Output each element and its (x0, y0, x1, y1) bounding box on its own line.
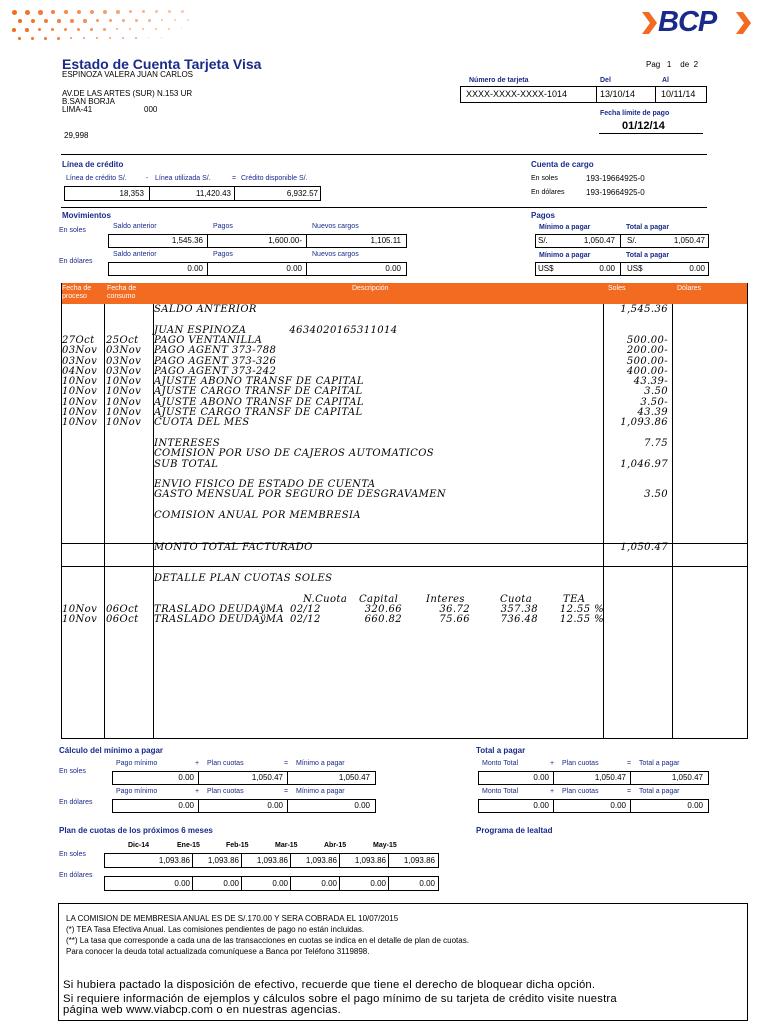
payments-soles-currency-2: S/. (627, 236, 637, 245)
table-row (62, 418, 672, 428)
plan6-soles-value: 1,093.86 (305, 856, 337, 865)
orange-dot (103, 28, 106, 31)
plan6-month-label: Ene-15 (177, 842, 200, 849)
credit-used-value: 11,420.43 (196, 189, 231, 198)
row-fecha-proceso: 10Nov (62, 417, 98, 429)
orange-dot (148, 19, 151, 22)
orange-dot (38, 28, 41, 31)
total-pay-col-label: + (550, 788, 555, 795)
plan6-month-label: Mar-15 (275, 842, 298, 849)
plan6-dolares-value: 0.00 (419, 879, 435, 888)
row-fecha-consumo: 10Nov (106, 396, 142, 408)
col-header-soles: Soles (608, 285, 626, 292)
plan-row-cuota: 357.38 (500, 604, 538, 615)
orange-dot (142, 28, 144, 30)
client-name: ESPINOZA VALERA JUAN CARLOS (62, 70, 194, 79)
client-address-code: 000 (144, 105, 158, 114)
orange-dot (168, 10, 171, 13)
row-descripcion: AJUSTE ABONO TRANSF DE CAPITAL (154, 396, 364, 408)
min-calc-col-label: = (284, 788, 289, 795)
card-number-value: XXXX-XXXX-XXXX-1014 (466, 89, 568, 99)
orange-dot (77, 10, 81, 14)
client-address-line3: LIMA-41 (62, 105, 93, 114)
row-descripcion: COMISION ANUAL POR MEMBRESIA (154, 510, 361, 521)
plan-row-cuota: 736.48 (500, 614, 538, 626)
row-soles: 500.00- (626, 355, 668, 367)
min-calc-soles-value: 1,050.47 (251, 773, 283, 782)
movements-dolares-new: 0.00 (385, 264, 401, 273)
row-fecha-proceso: 27Oct (62, 334, 95, 346)
payments-dolares-currency-2: US$ (627, 264, 643, 273)
row-soles: 3.50 (644, 386, 668, 398)
min-calc-col-label: Mínimo a pagar (296, 788, 345, 795)
total-pay-col-label: = (627, 760, 632, 767)
plan6-soles-label: En soles (59, 851, 86, 858)
plan6-soles-value: 1,093.86 (354, 856, 386, 865)
client-address-line1: AV.DE LAS ARTES (SUR) N.153 UR (62, 89, 193, 98)
total-billed-label: MONTO TOTAL FACTURADO (154, 542, 313, 553)
orange-dot (187, 19, 189, 21)
orange-dot (142, 10, 145, 13)
dot-pattern-decoration (0, 0, 190, 50)
note-cash-disposal: Si hubiera pactado la disposición de efectivo, recuerde que tiene el derecho de bloquear dicha opción. (63, 979, 596, 991)
note-website: página web www.viabcp.com o en nuestras agencias. (63, 1004, 341, 1016)
movements-new-label: Nuevos cargos (312, 223, 359, 230)
total-pay-dolares-value: 0.00 (533, 801, 549, 810)
row-fecha-proceso: 10Nov (62, 376, 98, 388)
charge-account-soles-label: En soles (531, 175, 558, 182)
row-soles: 400.00- (626, 365, 668, 377)
min-calc-col-label: + (195, 788, 200, 795)
min-calc-col-label: Mínimo a pagar (296, 760, 345, 767)
row-fecha-consumo: 03Nov (106, 345, 142, 357)
plan6-month-label: Abr-15 (324, 842, 347, 849)
orange-dot (18, 37, 21, 40)
total-pay-soles-value: 1,050.47 (671, 773, 703, 782)
credit-limit-label: Línea de crédito S/. (66, 175, 127, 182)
min-calc-soles-value: 1,050.47 (338, 773, 370, 782)
row-descripcion: PAGO AGENT 373-326 (154, 355, 277, 367)
orange-dot (155, 10, 158, 13)
row-fecha-proceso: 10Nov (62, 407, 98, 418)
min-calc-col-label: Plan cuotas (207, 760, 244, 767)
movements-soles-label: En soles (59, 227, 86, 234)
orange-dot (96, 19, 99, 22)
credit-equals-sign: = (232, 175, 237, 182)
orange-dot (181, 28, 182, 29)
orange-dot (64, 10, 68, 14)
row-soles: 7.75 (644, 437, 668, 449)
credit-available-label: Crédito disponible S/. (241, 175, 308, 182)
orange-dot (129, 10, 132, 13)
plan-header-cuota: Cuota (500, 594, 533, 605)
plan6-soles-value: 1,093.86 (256, 856, 288, 865)
table-row (62, 449, 672, 459)
min-calc-dolares-value: 0.00 (354, 801, 370, 810)
min-calc-col-label: Pago mínimo (116, 788, 158, 795)
movements-soles-payments: 1,600.00- (268, 236, 302, 245)
plan6-dolares-value: 0.00 (321, 879, 337, 888)
orange-dot (51, 10, 55, 14)
row-fecha-consumo: 03Nov (106, 355, 142, 367)
page-number: 1 (666, 60, 672, 69)
movements-payments-label: Pagos (213, 223, 233, 230)
orange-dot (155, 28, 157, 30)
client-ref-code: 29,998 (64, 131, 89, 140)
row-descripcion: AJUSTE CARGO TRANSF DE CAPITAL (154, 407, 363, 418)
movements-dolares-payments: 0.00 (286, 264, 302, 273)
row-fecha-consumo: 25Oct (106, 334, 139, 346)
movements-prev-label-2: Saldo anterior (113, 251, 157, 258)
plan6-dolares-label: En dólares (59, 872, 93, 879)
plan-row-fecha-proceso: 10Nov (62, 604, 98, 615)
payments-total-label-2: Total a pagar (626, 252, 670, 259)
row-soles: 500.00- (626, 334, 668, 346)
orange-dot (83, 19, 87, 23)
payments-min-label: Mínimo a pagar (539, 224, 591, 231)
orange-dot (44, 19, 48, 23)
total-pay-title: Total a pagar (476, 746, 526, 755)
movements-soles-new: 1,105.11 (370, 236, 401, 245)
plan-row-capital: 660.82 (364, 614, 402, 626)
total-pay-col-label: Monto Total (482, 788, 519, 795)
plan-row (62, 615, 607, 625)
row-descripcion: COMISION POR USO DE CAJEROS AUTOMATICOS (154, 448, 435, 460)
orange-dot (96, 37, 98, 39)
min-calc-soles-value: 0.00 (178, 773, 194, 782)
note-tea: (*) TEA Tasa Efectiva Anual. Las comisiones pendientes de pago no están incluidas. (66, 925, 365, 934)
plan6-dolares-value: 0.00 (223, 879, 239, 888)
row-descripcion: JUAN ESPINOZA 4634020165311014 (154, 324, 398, 336)
row-descripcion: ENVIO FISICO DE ESTADO DE CUENTA (154, 479, 376, 491)
orange-dot (12, 10, 17, 15)
orange-dot (181, 10, 184, 13)
plan6-dolares-value: 0.00 (174, 879, 190, 888)
row-fecha-consumo: 10Nov (106, 417, 142, 429)
orange-dot (77, 28, 80, 31)
movements-prev-label: Saldo anterior (113, 223, 157, 230)
movements-new-label-2: Nuevos cargos (312, 251, 359, 258)
orange-dot (168, 28, 170, 30)
orange-dot (57, 37, 60, 40)
orange-dot (116, 28, 118, 30)
to-date-value: 10/11/14 (661, 89, 696, 99)
plan6-soles-value: 1,093.86 (207, 856, 239, 865)
row-soles: 1,046.97 (620, 458, 668, 470)
col-header-descripcion: Descripción (352, 285, 389, 292)
orange-dot (135, 19, 138, 22)
note-rate: (**) La tasa que corresponde a cada una de las transacciones en cuotas se indica en el detalle de plan de cuotas. (66, 936, 469, 945)
table-row (62, 460, 672, 470)
orange-dot (83, 37, 85, 39)
movements-dolares-label: En dólares (59, 258, 93, 265)
plan-detail-title: DETALLE PLAN CUOTAS SOLES (154, 573, 333, 584)
orange-dot (90, 28, 93, 31)
plan6-month-label: Dic-14 (128, 842, 150, 849)
total-pay-col-label: Plan cuotas (562, 788, 599, 795)
plan-row-ncuota: 02/12 (290, 604, 321, 615)
row-descripcion: PAGO AGENT 373-788 (154, 345, 277, 357)
row-fecha-proceso: 03Nov (62, 345, 98, 357)
row-soles: 200.00- (626, 345, 668, 357)
plan-row-tea: 12.55 % (559, 614, 604, 626)
plan6-soles-value: 1,093.86 (403, 856, 435, 865)
orange-dot (70, 37, 72, 39)
table-row (62, 305, 672, 315)
payments-soles-min: 1,050.47 (583, 236, 615, 245)
page-indicator (646, 60, 698, 69)
orange-dot (122, 19, 125, 22)
orange-dot (64, 28, 67, 31)
row-soles: 3.50- (640, 396, 668, 408)
orange-dot (57, 19, 61, 23)
orange-dot (44, 37, 47, 40)
plan-header-tea: TEA (563, 594, 586, 605)
orange-dot (129, 28, 131, 30)
page-of: de (680, 60, 690, 69)
due-date-label: Fecha límite de pago (600, 110, 670, 117)
plan6-dolares-value: 0.00 (272, 879, 288, 888)
payments-dolares-total: 0.00 (689, 264, 705, 273)
min-calc-dolares-value: 0.00 (267, 801, 283, 810)
plan-row-fecha-consumo: 06Oct (106, 604, 139, 615)
payments-soles-total: 1,050.47 (673, 236, 705, 245)
total-pay-col-label: = (627, 788, 632, 795)
orange-dot (12, 28, 16, 32)
row-fecha-proceso: 10Nov (62, 396, 98, 408)
orange-dot (51, 28, 54, 31)
col-header-dolares: Dólares (677, 285, 702, 292)
note-phone: Para conocer la deuda total actualizada comuníquese a Banca por Teléfono 3119898. (66, 947, 370, 956)
page-label: Pag (646, 60, 661, 69)
total-pay-col-label: + (550, 760, 555, 767)
row-descripcion: PAGO VENTANILLA (154, 334, 263, 346)
row-descripcion: SALDO ANTERIOR (154, 304, 257, 315)
charge-account-title: Cuenta de cargo (531, 160, 594, 169)
row-descripcion: AJUSTE ABONO TRANSF DE CAPITAL (154, 376, 364, 388)
plan-row-capital: 320.66 (364, 604, 402, 615)
min-calc-dolares-value: 0.00 (178, 801, 194, 810)
payments-title: Pagos (531, 211, 556, 220)
plan-row-ncuota: 02/12 (290, 614, 321, 626)
plan-row-fecha-proceso: 10Nov (62, 614, 98, 626)
credit-used-label: Línea utilizada S/. (155, 175, 211, 182)
credit-available-value: 6,932.57 (286, 189, 318, 198)
row-descripcion: CUOTA DEL MES (154, 417, 250, 429)
total-billed-value: 1,050.47 (620, 542, 668, 553)
min-calc-title: Cálculo del mínimo a pagar (59, 746, 164, 755)
min-calc-dolares-label: En dólares (59, 799, 93, 806)
row-soles: 43.39 (637, 407, 668, 418)
plan6-soles-value: 1,093.86 (158, 856, 190, 865)
payments-min-label-2: Mínimo a pagar (539, 252, 591, 259)
plan-header-capital: Capital (359, 594, 399, 605)
credit-limit-value: 18,353 (119, 189, 144, 198)
orange-dot (103, 10, 107, 14)
min-calc-col-label: Pago mínimo (116, 760, 158, 767)
plan6-month-label: May-15 (373, 842, 397, 849)
orange-dot (122, 37, 124, 39)
plan-row-descripcion: TRASLADO DEUDAÿMA (154, 614, 285, 626)
row-descripcion: INTERESES (154, 437, 221, 449)
orange-dot (31, 37, 34, 40)
from-date-label: Del (600, 77, 611, 84)
plan-row-descripcion: TRASLADO DEUDAÿMA (154, 604, 285, 615)
orange-dot (31, 19, 35, 23)
header-divider (61, 154, 707, 155)
movements-payments-label-2: Pagos (213, 251, 233, 258)
row-fecha-proceso: 10Nov (62, 386, 98, 398)
orange-dot (174, 19, 176, 21)
credit-line-title: Línea de crédito (62, 160, 124, 169)
charge-account-dolares-label: En dólares (531, 189, 565, 196)
card-number-label: Número de tarjeta (469, 77, 529, 84)
table-row (62, 511, 672, 521)
row-fecha-consumo: 10Nov (106, 376, 142, 388)
orange-dot (161, 37, 162, 38)
orange-dot (70, 19, 74, 23)
total-pay-soles-value: 1,050.47 (594, 773, 626, 782)
row-descripcion: PAGO AGENT 373-242 (154, 365, 277, 377)
orange-dot (116, 10, 120, 14)
client-address-line2: B.SAN BORJA (62, 97, 115, 106)
row-descripcion: SUB TOTAL (154, 458, 219, 470)
plan-header-ncuota: N.Cuota (303, 594, 348, 605)
row-soles: 43.39- (633, 376, 668, 388)
total-pay-soles-value: 0.00 (533, 773, 549, 782)
loyalty-title: Programa de lealtad (476, 826, 553, 835)
orange-dot (109, 37, 111, 39)
col-header-fecha-proceso: Fecha de proceso (62, 285, 92, 300)
table-row (62, 490, 672, 500)
note-membership: LA COMISION DE MEMBRESIA ANUAL ES DE S/.170.00 Y SERA COBRADA EL 10/07/2015 (66, 914, 399, 923)
row-soles: 3.50 (644, 489, 668, 501)
movements-dolares-prev: 0.00 (187, 264, 203, 273)
col-header-fecha-consumo: Fecha de consumo (107, 285, 137, 300)
row-descripcion: AJUSTE CARGO TRANSF DE CAPITAL (154, 386, 363, 398)
total-pay-col-label: Monto Total (482, 760, 519, 767)
total-pay-col-label: Total a pagar (639, 788, 680, 795)
due-date-value: 01/12/14 (622, 120, 665, 132)
orange-dot (25, 28, 29, 32)
orange-dot (90, 10, 94, 14)
orange-dot (38, 10, 43, 15)
plan6-dolares-value: 0.00 (370, 879, 386, 888)
row-fecha-consumo: 10Nov (106, 386, 142, 398)
bcp-logo (640, 8, 752, 38)
orange-dot (25, 10, 30, 15)
movements-soles-prev: 1,545.36 (171, 236, 203, 245)
orange-dot (148, 37, 149, 38)
charge-account-dolares-value: 193-19664925-0 (586, 188, 645, 197)
payments-dolares-currency: US$ (538, 264, 554, 273)
min-calc-soles-label: En soles (59, 768, 86, 775)
min-calc-col-label: Plan cuotas (207, 788, 244, 795)
row-soles: 1,545.36 (620, 304, 668, 315)
min-calc-col-label: + (195, 760, 200, 767)
payments-dolares-min: 0.00 (599, 264, 615, 273)
from-date-value: 13/10/14 (600, 89, 636, 99)
row-fecha-proceso: 04Nov (62, 365, 98, 377)
credit-minus-sign: - (146, 175, 149, 182)
row-fecha-consumo: 10Nov (106, 407, 142, 418)
plan6-title: Plan de cuotas de los próximos 6 meses (59, 826, 213, 835)
plan-row-interes: 75.66 (439, 614, 470, 626)
orange-dot (135, 37, 137, 39)
plan-row-tea: 12.55 % (559, 604, 604, 615)
page-title: Estado de Cuenta Tarjeta Visa (62, 56, 262, 72)
page-total: 2 (693, 60, 699, 69)
payments-total-label: Total a pagar (626, 224, 670, 231)
note-min-payment-info: Si requiere información de ejemplos y cálculos sobre el pago mínimo de su tarjeta de crédito visite nuestra (63, 993, 617, 1005)
min-calc-col-label: = (284, 760, 289, 767)
total-pay-col-label: Total a pagar (639, 760, 680, 767)
row-soles: 1,093.86 (620, 417, 668, 429)
orange-dot (18, 19, 22, 23)
movements-title: Movimientos (62, 211, 111, 220)
orange-dot (161, 19, 163, 21)
plan6-month-label: Feb-15 (226, 842, 249, 849)
orange-dot (109, 19, 112, 22)
row-fecha-consumo: 03Nov (106, 365, 142, 377)
plan-header-interes: Interes (426, 594, 465, 605)
charge-account-soles-value: 193-19664925-0 (586, 174, 645, 183)
row-fecha-proceso: 03Nov (62, 355, 98, 367)
payments-soles-currency: S/. (538, 236, 548, 245)
plan-row-interes: 36.72 (439, 604, 470, 615)
total-pay-col-label: Plan cuotas (562, 760, 599, 767)
row-descripcion: GASTO MENSUAL POR SEGURO DE DESGRAVAMEN (154, 489, 447, 501)
total-pay-dolares-value: 0.00 (687, 801, 703, 810)
bcp-logo-text: BCP (658, 6, 717, 38)
plan-row-fecha-consumo: 06Oct (106, 614, 139, 626)
to-date-label: Al (662, 77, 669, 84)
total-pay-dolares-value: 0.00 (610, 801, 626, 810)
table-row (62, 346, 672, 356)
